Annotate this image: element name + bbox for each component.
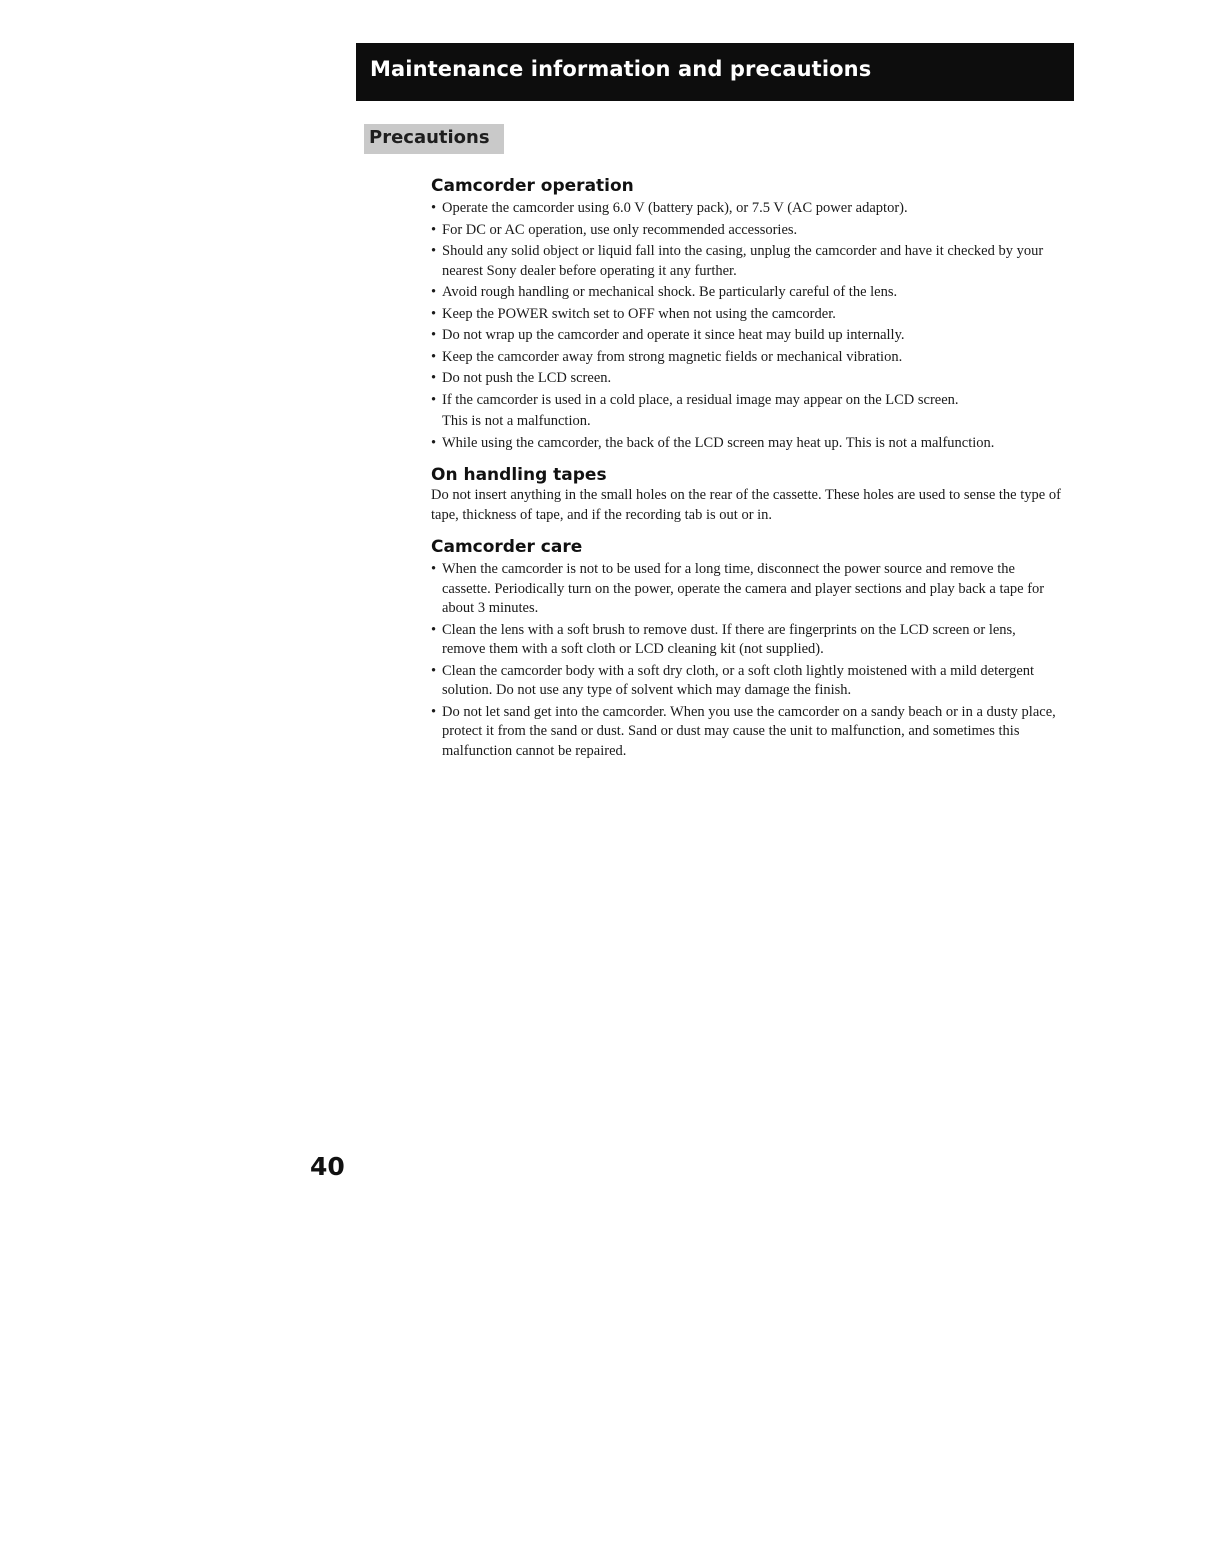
handling-tapes-paragraph: Do not insert anything in the small holes on the rear of the cassette. These holes are used to sense the type of tape, thickness of tape, and if the recording tab is out or in.	[431, 487, 1061, 523]
list-item: • Avoid rough handling or mechanical shock. Be particularly careful of the lens.	[431, 283, 1061, 303]
camcorder-operation-list-continued	[431, 434, 1061, 454]
chapter-title: Maintenance information and precautions	[370, 57, 872, 81]
section-tag: Precautions	[364, 124, 504, 154]
list-item: • If the camcorder is used in a cold place, a residual image may appear on the LCD screen.	[431, 391, 1061, 411]
list-item: • Keep the POWER switch set to OFF when not using the camcorder.	[431, 305, 1061, 325]
list-item: • While using the camcorder, the back of the LCD screen may heat up. This is not a malfunction.	[431, 434, 1061, 454]
camcorder-care-list	[431, 560, 1061, 761]
camcorder-operation-list	[431, 199, 1061, 410]
camcorder-operation-heading: Camcorder operation	[431, 176, 634, 196]
list-item: • Do not let sand get into the camcorder. When you use the camcorder on a sandy beach or in a dusty place, protect it from the sand or dust. Sand or dust may cause the unit to malfunction, and sometimes this malfunction cannot be repaired.	[431, 703, 1061, 762]
list-item: • Clean the lens with a soft brush to remove dust. If there are fingerprints on the LCD screen or lens, remove them with a soft cloth or LCD cleaning kit (not supplied).	[431, 621, 1061, 660]
camcorder-care-heading: Camcorder care	[431, 537, 583, 557]
list-item: • Keep the camcorder away from strong magnetic fields or mechanical vibration.	[431, 348, 1061, 368]
list-item: • Do not push the LCD screen.	[431, 369, 1061, 389]
list-item: • For DC or AC operation, use only recommended accessories.	[431, 221, 1061, 241]
list-item: • Should any solid object or liquid fall into the casing, unplug the camcorder and have it checked by your nearest Sony dealer before operating it any further.	[431, 242, 1061, 281]
page-number: 40	[310, 1152, 345, 1181]
list-item: • Operate the camcorder using 6.0 V (battery pack), or 7.5 V (AC power adaptor).	[431, 199, 1061, 219]
handling-tapes-heading: On handling tapes	[431, 465, 607, 485]
list-item: • When the camcorder is not to be used for a long time, disconnect the power source and remove the cassette. Periodically turn on the power, operate the camera and player sections and play back a tape for about 3 minutes.	[431, 560, 1061, 619]
main-content	[431, 175, 1061, 761]
malfunction-note: This is not a malfunction.	[442, 413, 591, 429]
list-item: • Do not wrap up the camcorder and operate it since heat may build up internally.	[431, 326, 1061, 346]
list-item: • Clean the camcorder body with a soft dry cloth, or a soft cloth lightly moistened with a mild detergent solution. Do not use any type of solvent which may damage the finish.	[431, 662, 1061, 701]
chapter-header-bar	[356, 43, 1074, 101]
